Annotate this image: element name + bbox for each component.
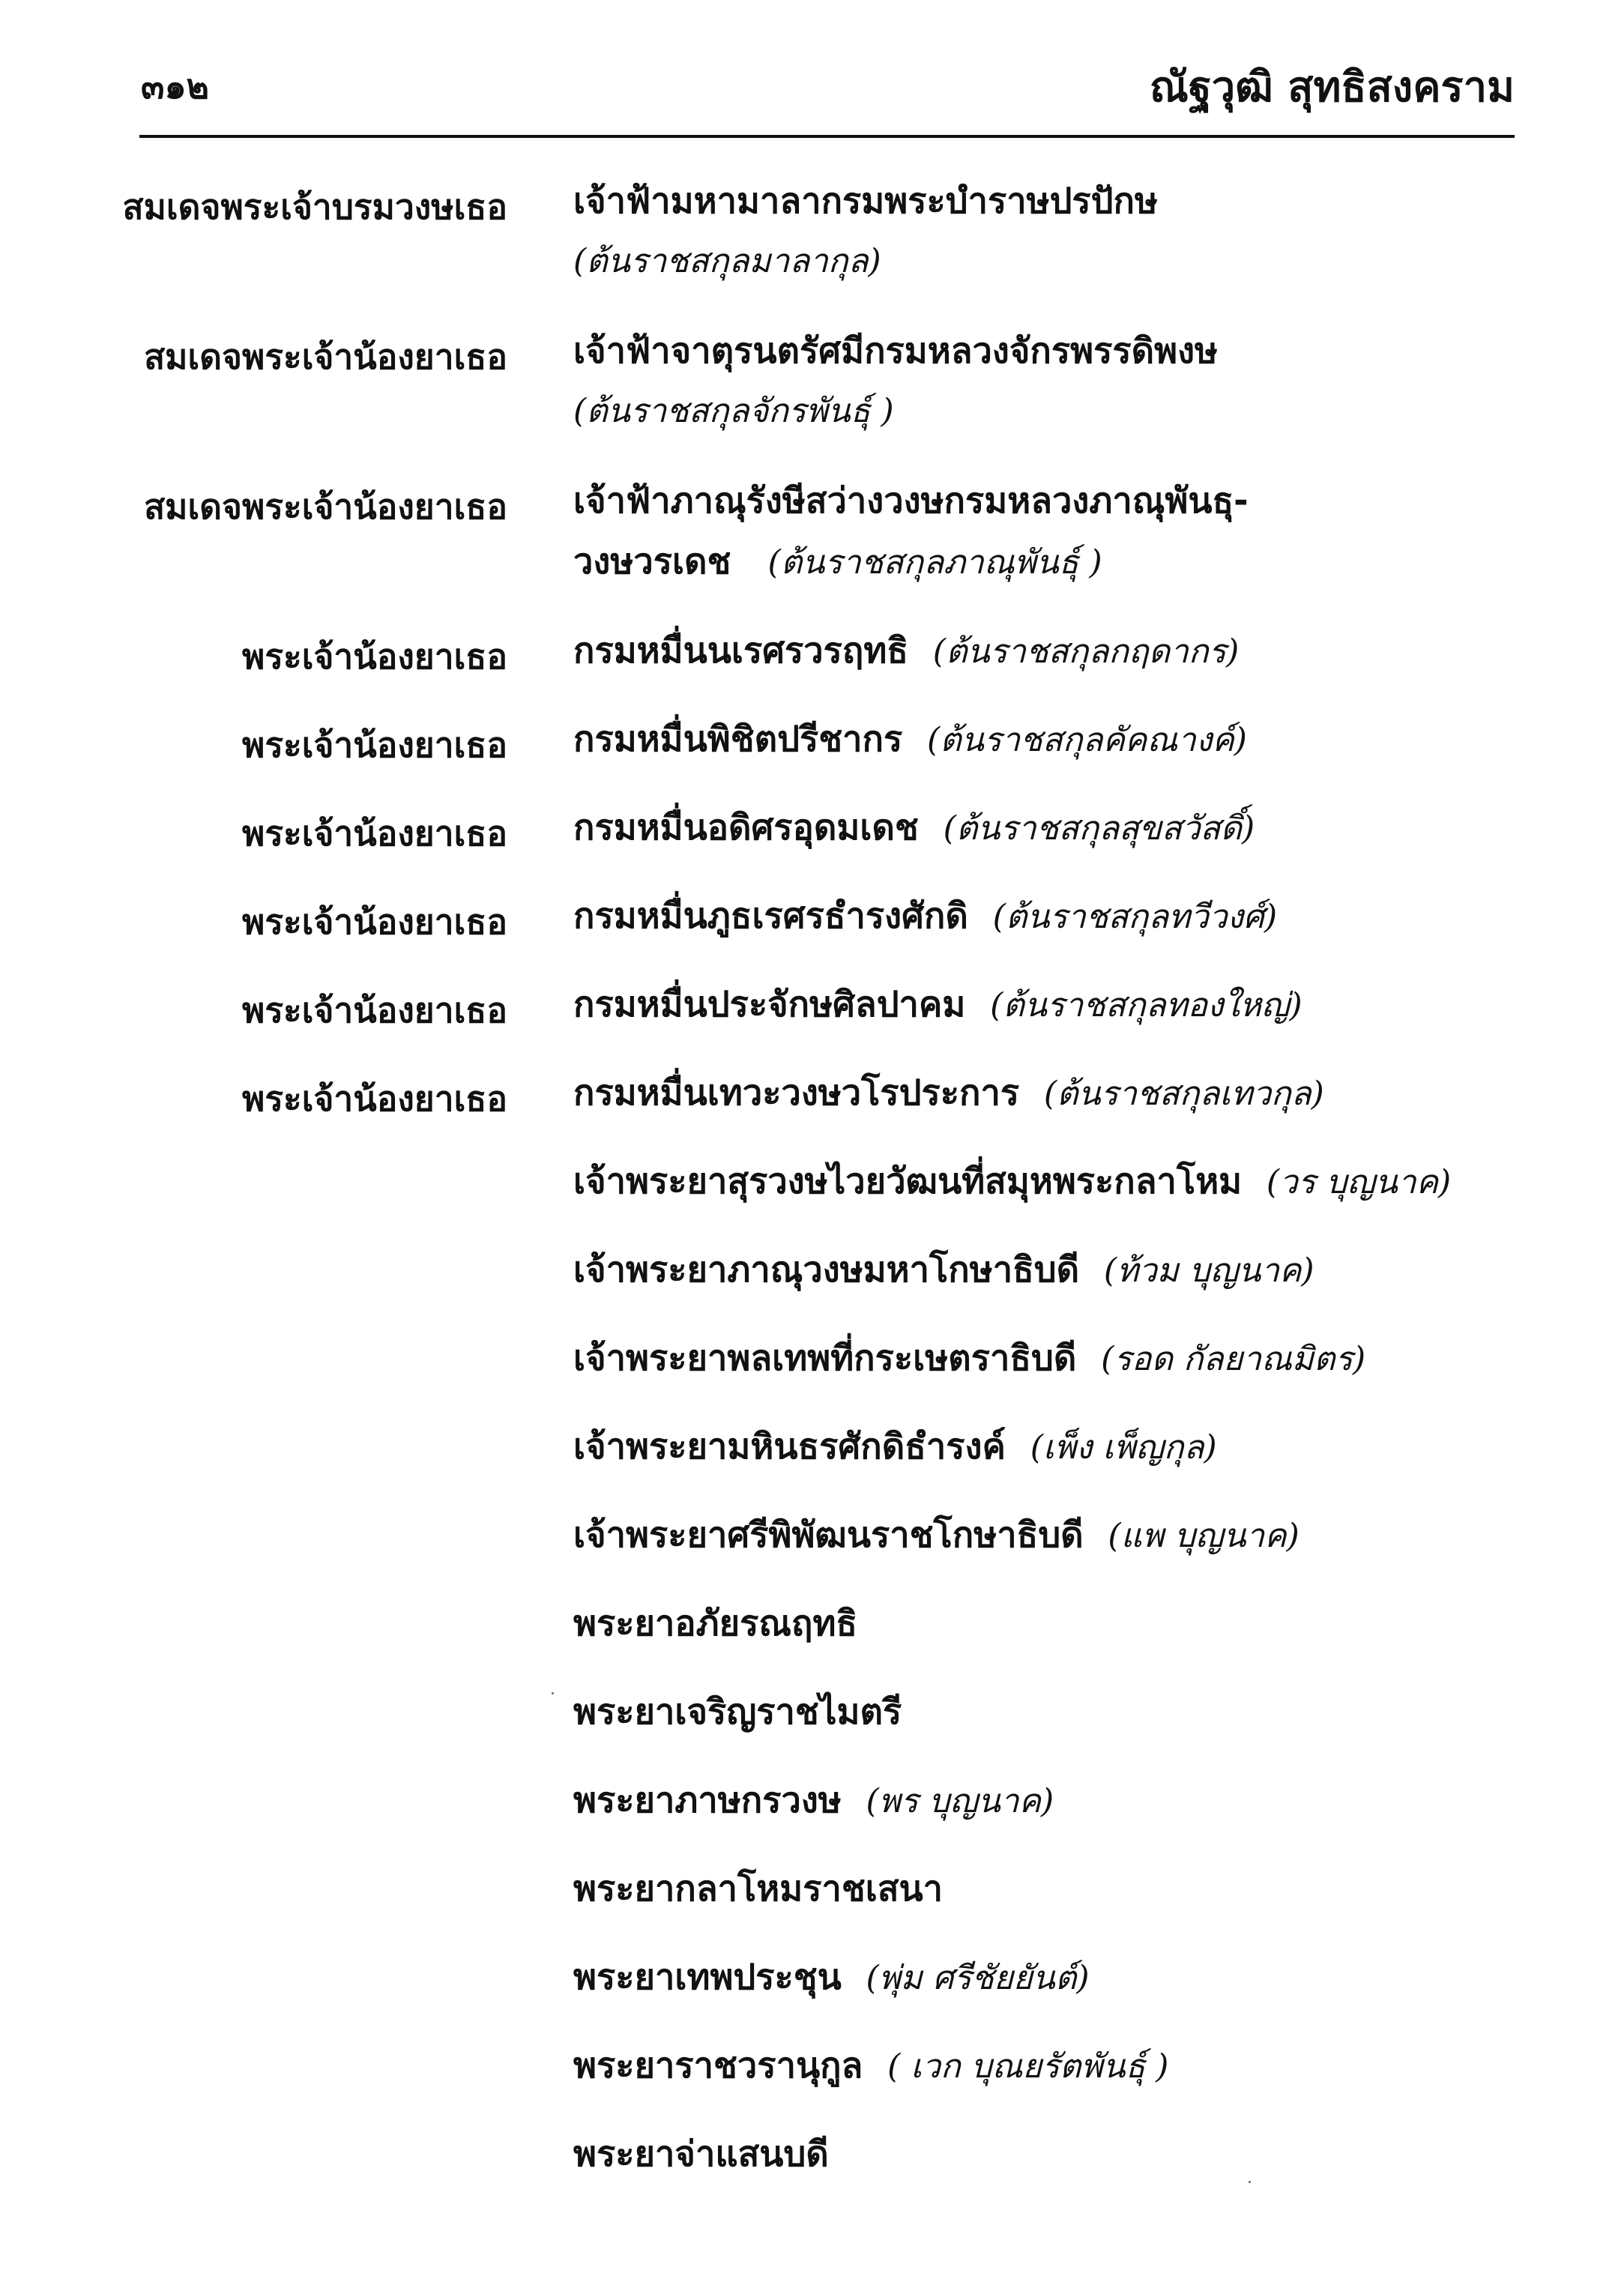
entry-name: เจ้าฟ้ามหามาลากรมพระบำราษปรปักษ xyxy=(573,181,1158,222)
entry-rank: พระเจ้าน้องยาเธอ xyxy=(242,636,507,677)
entry-rank: พระเจ้าน้องยาเธอ xyxy=(242,725,507,765)
entry-row xyxy=(0,1425,1624,1514)
entry-line xyxy=(573,2133,1570,2177)
entry-line xyxy=(573,2044,1570,2089)
entry-row xyxy=(0,1337,1624,1425)
entry-name: พระยาภาษกรวงษ xyxy=(573,1780,842,1821)
entry-name: เจ้าพระยาสุรวงษไวยวัฒนที่สมุหพระกลาโหม xyxy=(573,1161,1243,1202)
entry-name: กรมหมื่นนเรศรวรฤทธิ xyxy=(573,630,909,671)
entry-row xyxy=(0,806,1624,895)
entry-row xyxy=(0,895,1624,983)
running-head: ณัฐวุฒิ สุทธิสงคราม xyxy=(1149,63,1515,112)
entry-body xyxy=(573,2133,1570,2177)
entry-note: (พุ่ม ศรีชัยยันต์) xyxy=(866,1959,1090,1997)
entry-body xyxy=(573,1602,1570,1646)
entry-line xyxy=(573,1425,1570,1470)
entry-body xyxy=(573,1514,1570,1558)
entry-note: ( เวก บุณยรัตพันธุ์ ) xyxy=(887,2047,1169,2086)
entry-rank: สมเดจพระเจ้าน้องยาเธอ xyxy=(144,486,507,527)
entry-name: พระยากลาโหมราชเสนา xyxy=(573,1868,944,1910)
entry-line xyxy=(573,895,1570,939)
page-number: ๓๑๒ xyxy=(141,66,209,106)
entry-name: กรมหมื่นพิชิตปรีชากร xyxy=(573,719,903,760)
entry-body xyxy=(573,718,1570,762)
entry-row xyxy=(0,180,1624,330)
entry-row xyxy=(0,718,1624,806)
entry-body xyxy=(573,2044,1570,2089)
entry-body xyxy=(573,1337,1570,1381)
entry-subline: (ต้นราชสกุลมาลากุล) xyxy=(573,241,881,280)
entry-rank: พระเจ้าน้องยาเธอ xyxy=(242,902,507,942)
entry-line xyxy=(573,1249,1570,1293)
entry-name: เจ้าฟ้าจาตุรนตรัศมีกรมหลวงจักรพรรดิพงษ xyxy=(573,330,1219,372)
entry-name: พระยาเจริญราชไมตรี xyxy=(573,1691,902,1733)
entry-name: พระยาราชวรานุกูล xyxy=(573,2045,863,2086)
entry-body xyxy=(573,806,1570,851)
entry-line xyxy=(573,983,1570,1027)
entry-line xyxy=(573,630,1570,674)
entry-subline-note: (ต้นราชสกุลภาณุพันธุ์ ) xyxy=(767,543,1102,582)
entry-note: (เพ็ง เพ็ญกุล) xyxy=(1030,1428,1217,1467)
entry-body xyxy=(573,180,1570,282)
entry-note: (ต้นราชสกุลสุขสวัสดิ์) xyxy=(943,809,1255,848)
entry-body xyxy=(573,630,1570,674)
entry-row xyxy=(0,2044,1624,2133)
entry-name: กรมหมื่นเทวะวงษวโรประการ xyxy=(573,1072,1020,1114)
entry-body xyxy=(573,480,1570,585)
entry-subline-name: วงษวรเดช xyxy=(573,540,731,582)
entry-body xyxy=(573,1956,1570,2000)
entry-line xyxy=(573,1956,1570,2000)
entry-name: กรมหมื่นอดิศรอุดมเดช xyxy=(573,807,919,848)
entry-rank: พระเจ้าน้องยาเธอ xyxy=(242,813,507,854)
entry-note: (ต้นราชสกุลทองใหญ่) xyxy=(990,986,1302,1024)
entry-name: เจ้าพระยามหินธรศักดิธำรงค์ xyxy=(573,1426,1006,1467)
entry-note: (ต้นราชสกุลเทวกุล) xyxy=(1043,1075,1324,1113)
header-rule xyxy=(139,135,1515,138)
entry-row xyxy=(0,2133,1624,2221)
entry-subline xyxy=(573,540,1570,585)
entry-subline: (ต้นราชสกุลจักรพันธุ์ ) xyxy=(573,391,894,430)
entry-rank: พระเจ้าน้องยาเธอ xyxy=(242,990,507,1030)
entry-note: (แพ บุญนาค) xyxy=(1108,1517,1299,1555)
entry-body xyxy=(573,1072,1570,1116)
entry-body xyxy=(573,1868,1570,1912)
entry-line xyxy=(573,1160,1570,1204)
entry-row xyxy=(0,630,1624,718)
entry-row xyxy=(0,480,1624,630)
entry-body xyxy=(573,895,1570,939)
entry-rank: พระเจ้าน้องยาเธอ xyxy=(242,1078,507,1119)
entry-name: เจ้าฟ้าภาณุรังษีสว่างวงษกรมหลวงภาณุพันธุ- xyxy=(573,480,1249,522)
entry-body xyxy=(573,1691,1570,1735)
entry-line xyxy=(573,1691,1570,1735)
entry-name: เจ้าพระยาพลเทพที่กระเษตราธิบดี xyxy=(573,1338,1077,1379)
entry-row xyxy=(0,330,1624,480)
entry-line xyxy=(573,1337,1570,1381)
entry-note: (พร บุญนาค) xyxy=(866,1782,1054,1820)
entry-note: (รอด กัลยาณมิตร) xyxy=(1101,1340,1366,1378)
entry-row xyxy=(0,1691,1624,1779)
entry-body xyxy=(573,983,1570,1027)
entry-row xyxy=(0,1956,1624,2044)
entry-row xyxy=(0,1514,1624,1602)
entry-name: เจ้าพระยาศรีพิพัฒนราชโกษาธิบดี xyxy=(573,1515,1084,1556)
entry-name: พระยาจ่าแสนบดี xyxy=(573,2134,829,2175)
entry-body xyxy=(573,1425,1570,1470)
entry-note: (ท้วม บุญนาค) xyxy=(1103,1252,1314,1290)
entry-body xyxy=(573,1779,1570,1823)
entry-rank: สมเดจพระเจ้าบรมวงษเธอ xyxy=(122,187,507,227)
entry-body xyxy=(573,330,1570,432)
entry-note: (ต้นราชสกุลทวีวงศ์) xyxy=(992,898,1278,936)
entry-note: (ต้นราชสกุลกฤดากร) xyxy=(932,633,1240,671)
entry-row xyxy=(0,1868,1624,1956)
entry-note: (ต้นราชสกุลคัคณางค์) xyxy=(926,721,1247,759)
entry-name: เจ้าพระยาภาณุวงษมหาโกษาธิบดี xyxy=(573,1249,1080,1291)
entry-note: (วร บุญนาค) xyxy=(1266,1163,1452,1201)
entry-row xyxy=(0,1602,1624,1691)
entry-name: กรมหมื่นประจักษศิลปาคม xyxy=(573,984,966,1025)
entry-line xyxy=(573,718,1570,762)
entry-row xyxy=(0,1160,1624,1249)
entry-row xyxy=(0,1249,1624,1337)
entry-line xyxy=(573,1072,1570,1116)
entry-rank: สมเดจพระเจ้าน้องยาเธอ xyxy=(144,336,507,377)
entry-line xyxy=(573,1779,1570,1823)
entry-row xyxy=(0,983,1624,1072)
entry-row xyxy=(0,1779,1624,1868)
entry-line xyxy=(573,1602,1570,1646)
entry-row xyxy=(0,1072,1624,1160)
scan-speck xyxy=(1249,2181,1251,2183)
entry-name: กรมหมื่นภูธเรศรธำรงศักดิ xyxy=(573,896,968,937)
entry-body xyxy=(573,1160,1570,1204)
entry-name: พระยาอภัยรณฤทธิ xyxy=(573,1603,858,1644)
entry-line xyxy=(573,806,1570,851)
entry-line xyxy=(573,1868,1570,1912)
scan-speck xyxy=(552,1692,554,1694)
entry-name: พระยาเทพประชุน xyxy=(573,1957,842,1998)
entry-body xyxy=(573,1249,1570,1293)
entry-list xyxy=(0,180,1624,2221)
entry-line xyxy=(573,1514,1570,1558)
